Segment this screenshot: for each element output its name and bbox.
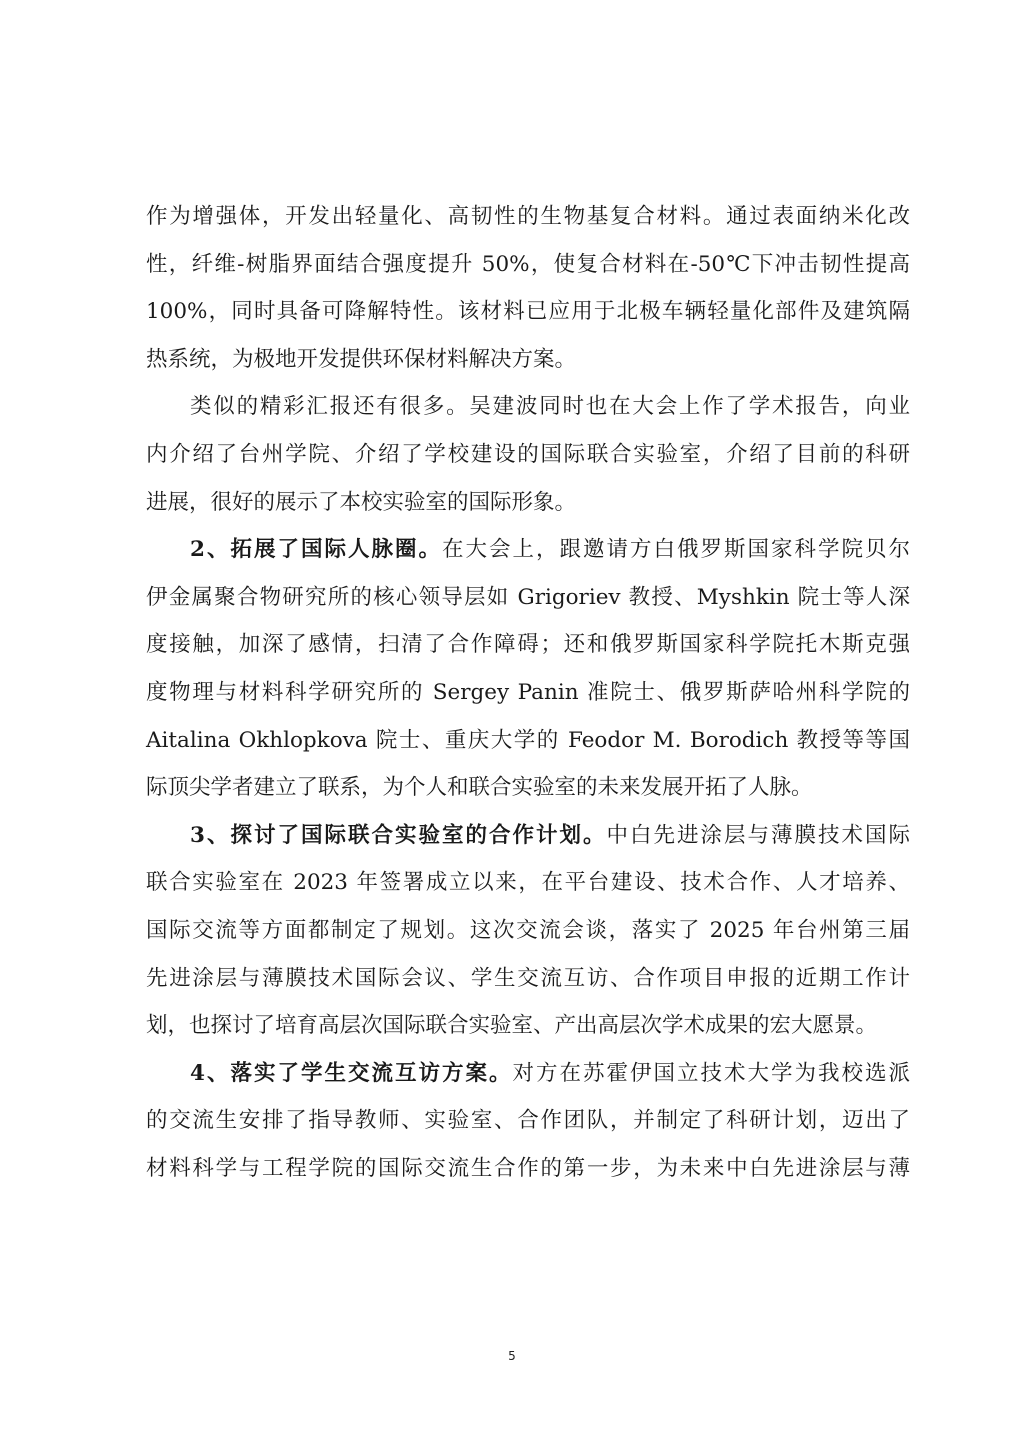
text-line: 材料科学与工程学院的国际交流生合作的第一步，为未来中白先进涂层与薄: [146, 1155, 910, 1181]
text-line: 的交流生安排了指导教师、实验室、合作团队，并制定了科研计划，迈出了: [146, 1108, 910, 1134]
text-line: 度物理与材料科学研究所的 Sergey Panin 准院士、俄罗斯萨哈州科学院的: [146, 679, 910, 705]
paragraph-network-expansion: [146, 526, 910, 812]
text-run: 在大会上，跟邀请方白俄罗斯国家科学院贝尔: [441, 537, 910, 563]
text-line: 际顶尖学者建立了联系，为个人和联合实验室的未来发展开拓了人脉。: [146, 775, 813, 801]
text-line: Aitalina Okhlopkova 院士、重庆大学的 Feodor M. Borodich 教授等等国: [146, 727, 910, 753]
text-line: 度接触，加深了感情，扫清了合作障碍；还和俄罗斯国家科学院托木斯克强: [146, 632, 910, 658]
paragraph-composite-materials: [146, 193, 910, 383]
text-line: [146, 812, 910, 860]
paragraph-cooperation-plan: [146, 812, 910, 1050]
text-line: 类似的精彩汇报还有很多。吴建波同时也在大会上作了学术报告，向业: [190, 394, 910, 420]
text-line: 划，也探讨了培育高层次国际联合实验室、产出高层次学术成果的宏大愿景。: [146, 1013, 878, 1039]
text-line: [146, 1050, 910, 1098]
text-run: 对方在苏霍伊国立技术大学为我校选派: [512, 1060, 910, 1086]
section-heading: 4、落实了学生交流互访方案。: [190, 1060, 513, 1086]
document-body: [146, 193, 910, 1192]
text-line: 国际交流等方面都制定了规划。这次交流会谈，落实了 2025 年台州第三届: [146, 917, 910, 943]
text-line: 热系统，为极地开发提供环保材料解决方案。: [146, 346, 577, 372]
paragraph-similar-reports: [146, 383, 910, 526]
text-line: 进展，很好的展示了本校实验室的国际形象。: [146, 489, 577, 515]
text-line: 内介绍了台州学院、介绍了学校建设的国际联合实验室，介绍了目前的科研: [146, 441, 910, 467]
paragraph-student-exchange: [146, 1050, 910, 1193]
text-line: 联合实验室在 2023 年签署成立以来，在平台建设、技术合作、人才培养、: [146, 870, 910, 896]
section-heading: 3、探讨了国际联合实验室的合作计划。: [190, 822, 607, 848]
text-line: 100%，同时具备可降解特性。该材料已应用于北极车辆轻量化部件及建筑隔: [146, 299, 910, 325]
text-line: 作为增强体，开发出轻量化、高韧性的生物基复合材料。通过表面纳米化改: [146, 204, 910, 229]
text-run: 中白先进涂层与薄膜技术国际: [606, 822, 910, 848]
text-line: 先进涂层与薄膜技术国际会议、学生交流互访、合作项目申报的近期工作计: [146, 965, 910, 991]
text-line: 伊金属聚合物研究所的核心领导层如 Grigoriev 教授、Myshkin 院士等人深: [146, 584, 910, 610]
text-line: 性，纤维-树脂界面结合强度提升 50%，使复合材料在-50℃下冲击韧性提高: [146, 251, 910, 277]
section-heading: 2、拓展了国际人脉圈。: [190, 537, 442, 563]
page-number: 5: [508, 1349, 516, 1363]
text-line: [146, 526, 910, 574]
